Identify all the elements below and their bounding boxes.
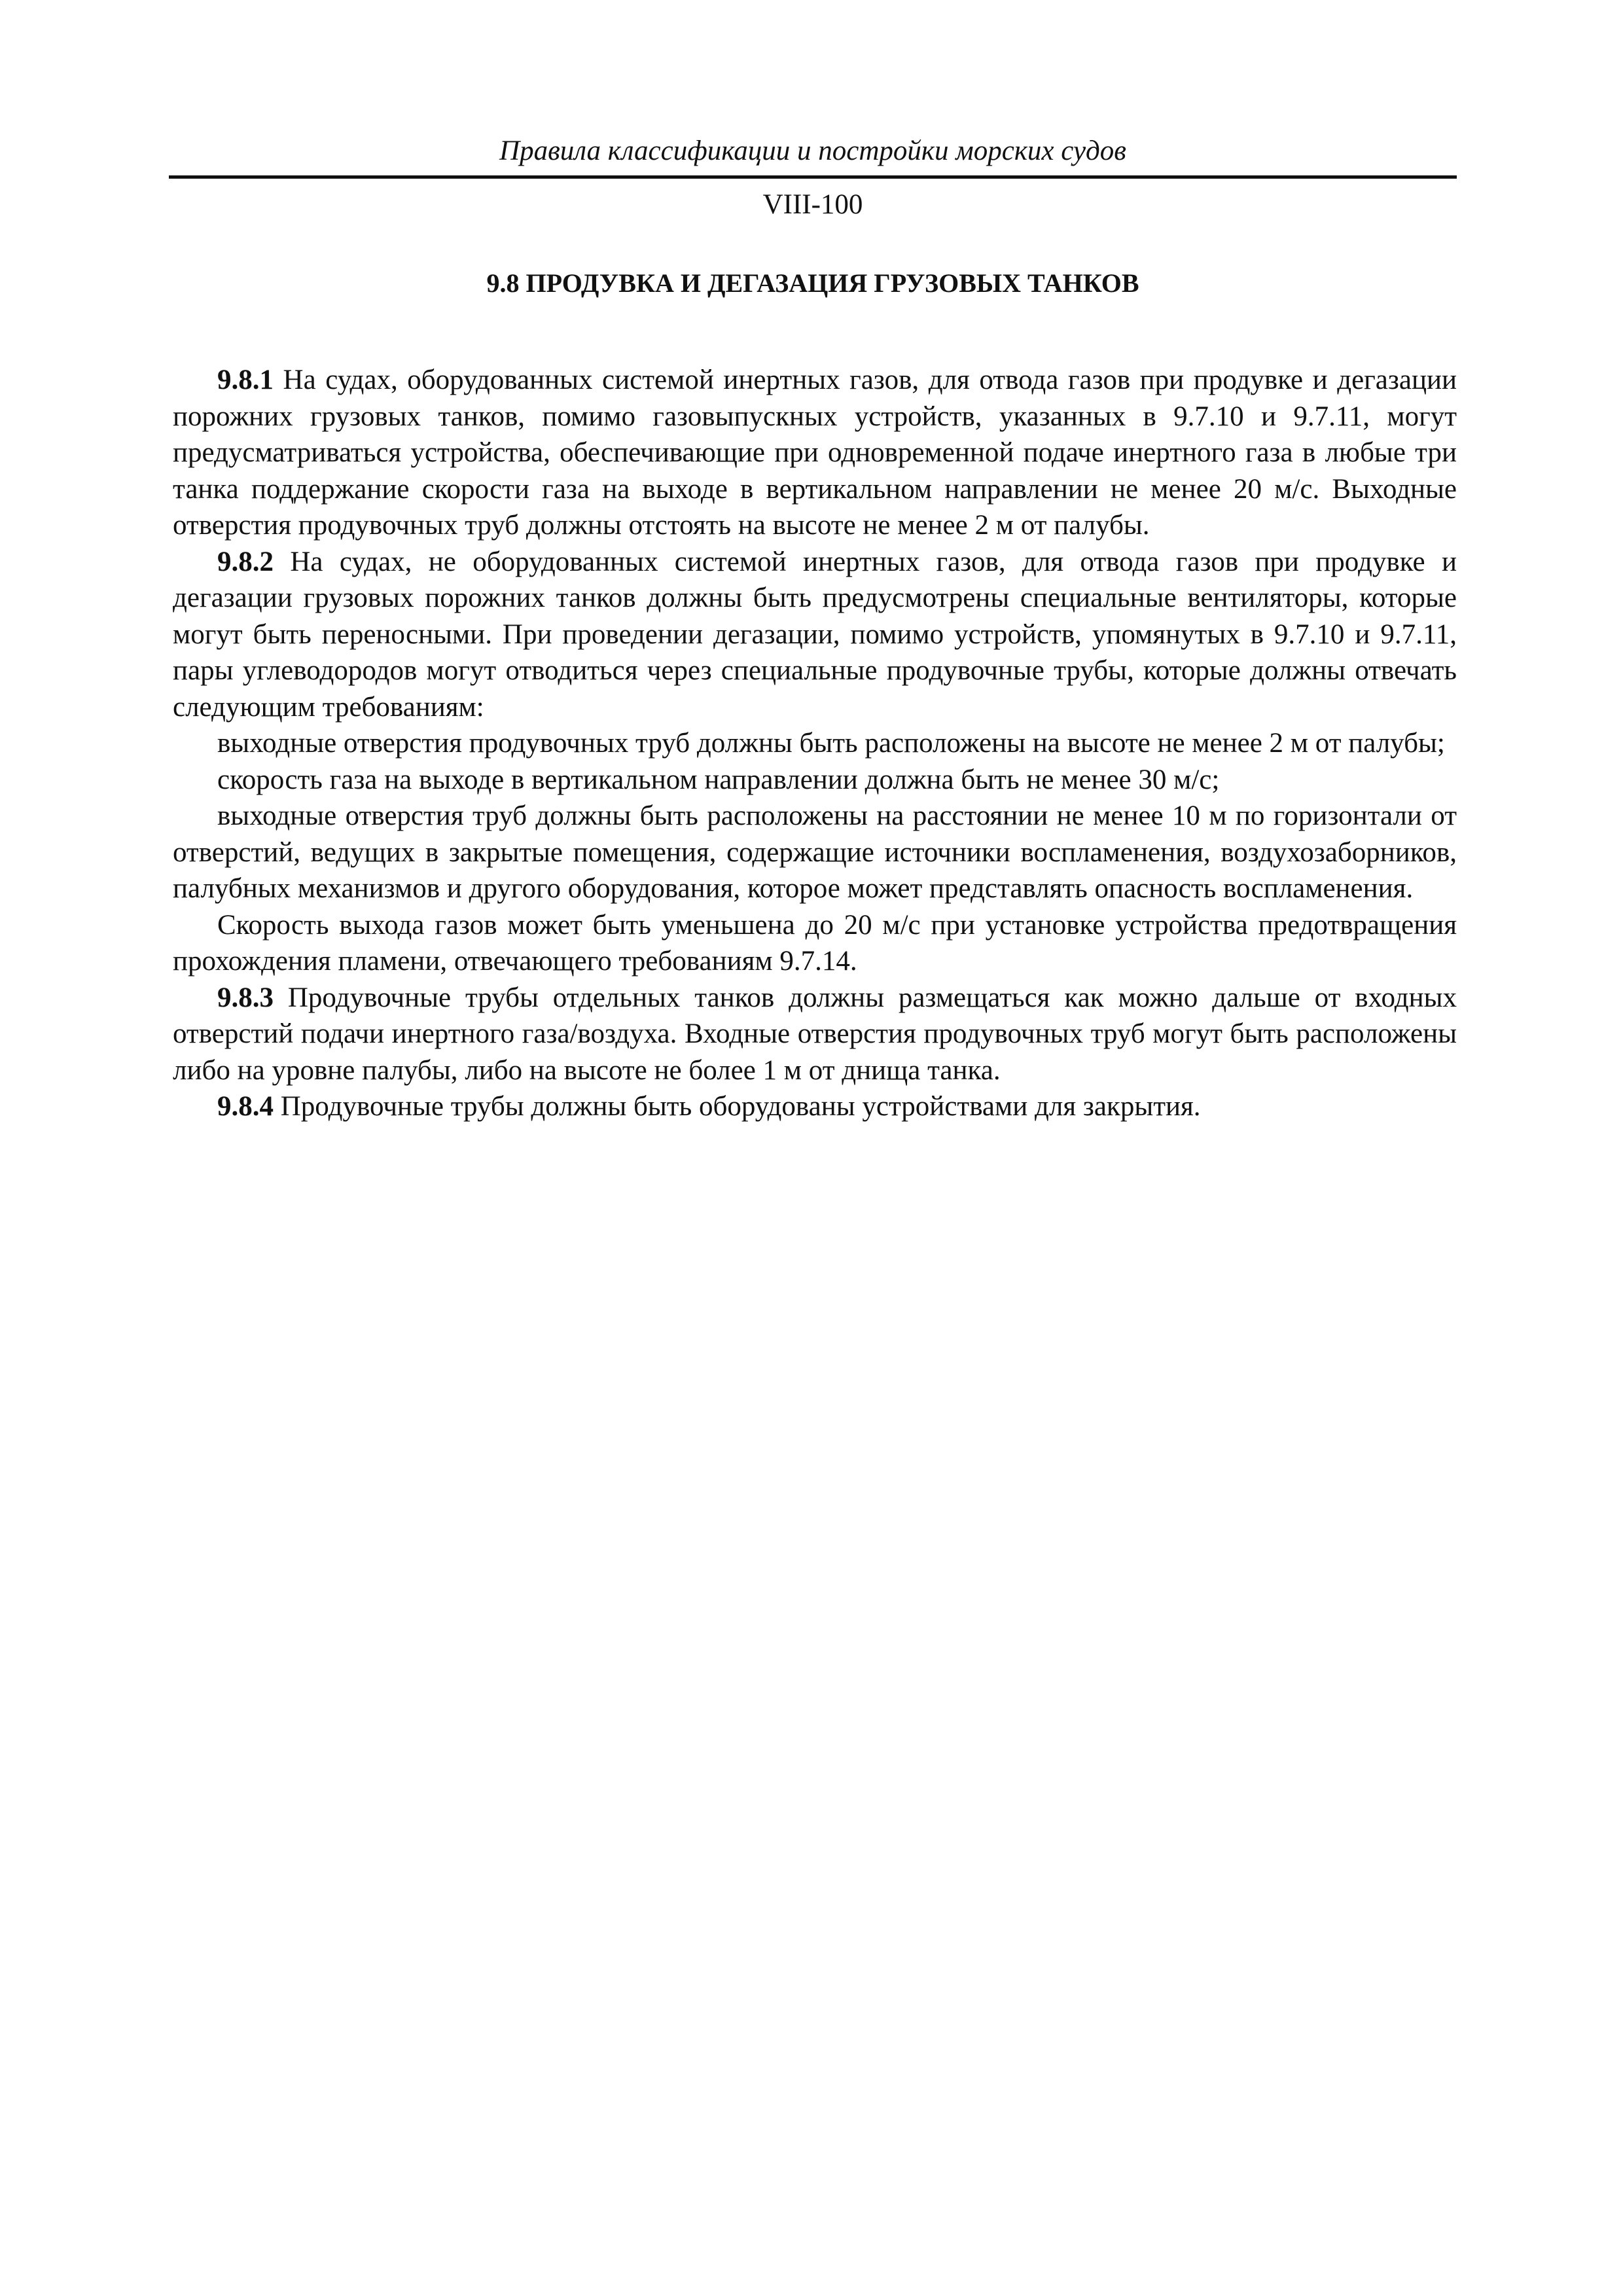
paragraph-text: Скорость выхода газов может быть уменьшена до 20 м/с при установке устройства предотвращения прохождения пламени, отвечающего требованиям 9.7.14. (173, 909, 1457, 977)
paragraph-text: На судах, оборудованных системой инертных газов, для отвода газов при продувке и дегазации порожних грузовых танков, помимо газовыпускных устройств, указанных в 9.7.10 и 9.7.11, могут предусматриваться устройства, обеспечивающие при одновременной подаче инертного газа в любые три танка поддержание скорости газа на выходе в вертикальном направлении не менее 20 м/с. Выходные отверстия продувочных труб должны отстоять на высоте не менее 2 м от палубы. (173, 365, 1457, 541)
clause-number: 9.8.4 (217, 1091, 274, 1122)
header-divider (169, 175, 1457, 179)
page-number: VIII-100 (762, 189, 863, 220)
requirement-outlet-height (173, 725, 1457, 762)
paragraph-text: выходные отверстия продувочных труб должны быть расположены на высоте не менее 2 м от палубы; (217, 728, 1445, 759)
running-header-title: Правила классификации и постройки морских судов (499, 135, 1126, 166)
paragraph-text: На судах, не оборудованных системой инертных газов, для отвода газов при продувке и дегазации грузовых порожних танков должны быть предусмотрены специальные вентиляторы, которые могут быть переносными. При проведении дегазации, помимо устройств, упомянутых в 9.7.10 и 9.7.11, пары углеводородов могут отводиться через специальные продувочные трубы, которые должны отвечать следующим требованиям: (173, 546, 1457, 723)
paragraph-9-8-4 (173, 1088, 1457, 1125)
requirement-outlet-distance (173, 798, 1457, 907)
paragraph-text: скорость газа на выходе в вертикальном направлении должна быть не менее 30 м/с; (217, 764, 1220, 795)
paragraph-9-8-2 (173, 544, 1457, 726)
clause-number: 9.8.1 (217, 365, 274, 395)
section-title: 9.8 ПРОДУВКА И ДЕГАЗАЦИЯ ГРУЗОВЫХ ТАНКОВ (486, 268, 1139, 298)
paragraph-text: Продувочные трубы должны быть оборудованы устройствами для закрытия. (274, 1091, 1201, 1122)
section-body (173, 362, 1457, 1125)
clause-number: 9.8.2 (217, 546, 274, 577)
paragraph-9-8-1 (173, 362, 1457, 544)
paragraph-velocity-reduction (173, 907, 1457, 980)
clause-number: 9.8.3 (217, 982, 274, 1013)
paragraph-text: выходные отверстия труб должны быть расположены на расстоянии не менее 10 м по горизонтали от отверстий, ведущих в закрытые помещения, содержащие источники воспламенения, воздухозаборников, палубных механизмов и другого оборудования, которое может представлять опасность воспламенения. (173, 800, 1457, 904)
requirement-gas-velocity (173, 762, 1457, 798)
paragraph-9-8-3 (173, 980, 1457, 1089)
paragraph-text: Продувочные трубы отдельных танков должны размещаться как можно дальше от входных отверстий подачи инертного газа/воздуха. Входные отверстия продувочных труб могут быть расположены либо на уровне палубы, либо на высоте не более 1 м от днища танка. (173, 982, 1457, 1086)
